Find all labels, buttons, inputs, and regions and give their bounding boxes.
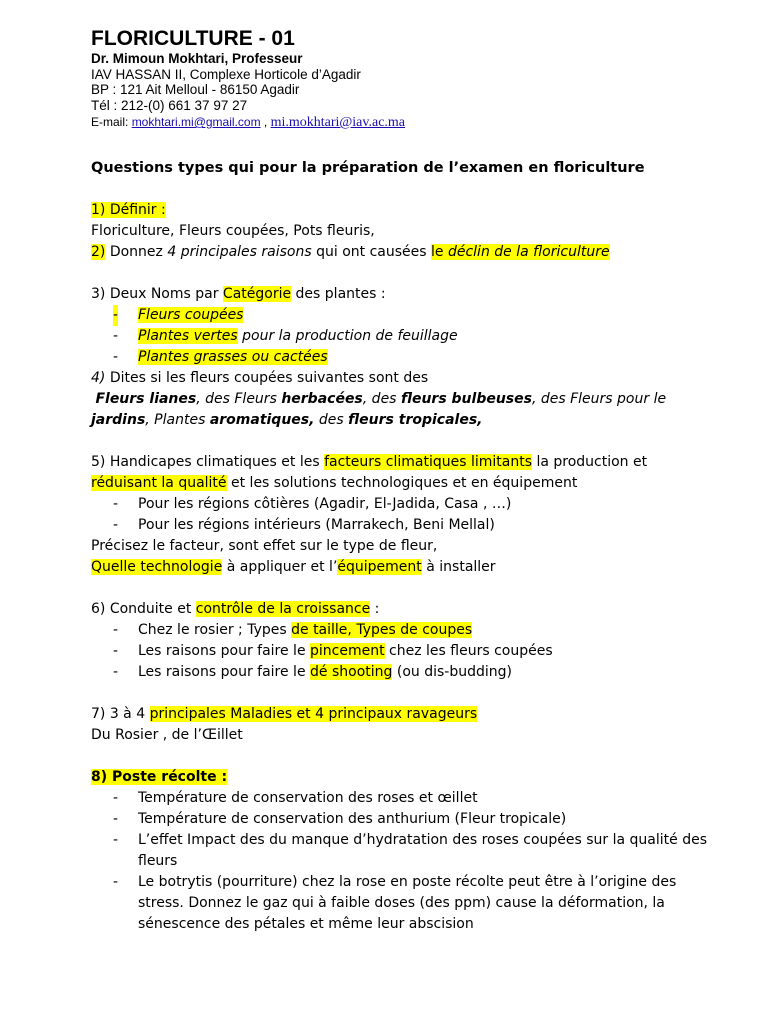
q4-l3d: des	[314, 412, 349, 428]
q6-i2b: pincement	[310, 643, 385, 659]
q6-i3b: dé shooting	[310, 664, 393, 680]
q4-l2f: , des Fleurs pour le	[531, 391, 667, 407]
q2-text-a: Donnez	[105, 244, 168, 260]
list-item: - Plantes vertes pour la production de feuillage	[113, 328, 458, 344]
q6-i1d: Types de	[351, 622, 423, 638]
email-label: E-mail:	[91, 115, 129, 129]
address-line: BP : 121 Ait Melloul - 86150 Agadir	[91, 82, 300, 97]
q7-text-b: principales	[149, 706, 231, 722]
question-2	[91, 242, 711, 263]
q4-l2b: , des Fleurs	[196, 391, 282, 407]
q3-item-2-rest: pour la production de feuillage	[237, 328, 458, 344]
email-line	[91, 113, 731, 132]
question-5-precision: Précisez le facteur, sont effet sur le type de fleur,	[91, 538, 438, 554]
q6-i2c: chez les fleurs coupées	[384, 643, 553, 659]
q5-item-2: Pour les régions intérieurs (Marrakech, Beni Mellal)	[138, 517, 495, 533]
q5-text-j: à installer	[421, 559, 496, 575]
q8-highlight: 8) Poste récolte :	[91, 769, 228, 785]
q6-i3a: Les raisons pour faire le	[138, 664, 311, 680]
question-3	[91, 284, 711, 305]
list-item: - Les raisons pour faire le dé shooting (ou dis-budding)	[113, 664, 512, 680]
question-1-text: Floriculture, Fleurs coupées, Pots fleuris,	[91, 223, 375, 239]
q4-l2d: , des	[362, 391, 401, 407]
question-5-technology	[91, 557, 711, 578]
q7-text-a: 7) 3 à 4	[91, 706, 150, 722]
document-body	[91, 158, 711, 935]
list-item: - Le botrytis (pourriture) chez la rose en poste récolte peut être à l’origine des stress. Donnez le gaz qui à faible doses (des ppm) cause la déformation, la sénescence des pétales et même leur abscision	[113, 874, 677, 932]
q7-text-d: et 4 principaux r	[292, 706, 413, 722]
email-link-2[interactable]: mi.mokhtari@iav.ac.ma	[270, 115, 406, 130]
q5-text-i: équipement	[337, 559, 422, 575]
document-header	[91, 26, 731, 132]
q2-text-c: qui ont causées	[311, 244, 432, 260]
author-line: Dr. Mimoun Mokhtari, Professeur	[91, 51, 303, 66]
q5-text-b: facteurs climatiques limitants	[324, 454, 532, 470]
institution-line: IAV HASSAN II, Complexe Horticole d’Agadir	[91, 66, 361, 82]
q8-item-1: Température de conservation des roses et œillet	[138, 790, 478, 806]
q4-l3c: aromatiques,	[209, 412, 315, 428]
q8-item-2: Température de conservation des anthurium (Fleur tropicale)	[138, 811, 567, 827]
q4-l2a: Fleurs lianes	[95, 391, 197, 407]
q4-number: 4)	[91, 370, 106, 386]
q7-text-c: Maladies	[230, 706, 293, 722]
list-item: - Température de conservation des roses et œillet	[113, 790, 478, 806]
question-4-line-2	[91, 389, 711, 410]
q8-item-4: Le botrytis (pourriture) chez la rose en poste récolte peut être à l’origine des stress. Donnez le gaz qui à faible doses (des ppm) cause la déformation, la sénescence des pétales et même leur abscision	[138, 874, 677, 932]
q6-i1e: coupes	[422, 622, 473, 638]
list-item: - Chez le rosier ; Types de taille, Types de coupes	[113, 622, 473, 638]
email-separator: ,	[260, 115, 271, 129]
q8-item-3: L’effet Impact des du manque d’hydratation des roses coupées sur la qualité des fleurs	[138, 832, 708, 869]
q5-text-a: 5) Handicapes climatiques et les	[91, 454, 325, 470]
q2-text-e: déclin de la floriculture	[447, 244, 610, 260]
question-1-label	[91, 200, 711, 221]
q6-i3c: (ou dis-budding)	[392, 664, 512, 680]
q4-l3b: , Plantes	[145, 412, 210, 428]
q6-i1c: taille,	[313, 622, 352, 638]
question-7	[91, 704, 711, 725]
q5-text-h: à appliquer et l’	[222, 559, 338, 575]
q7-text-e: avageurs	[412, 706, 478, 722]
document-title: FLORICULTURE - 01	[91, 27, 295, 50]
q5-text-e: et les solutions technologiques et en équipement	[226, 475, 578, 491]
list-item: - Fleurs coupées	[91, 305, 711, 326]
q6-text-a: 6) Conduite et	[91, 601, 196, 617]
q3-text-a: 3) Deux Noms par	[91, 286, 223, 302]
q6-text-c: :	[370, 601, 380, 617]
q5-text-c: la production et	[532, 454, 648, 470]
question-7-line-2: Du Rosier , de l’Œillet	[91, 727, 243, 743]
subtitle: Questions types qui pour la préparation de l’examen en floriculture	[91, 160, 645, 176]
q6-i1b: de	[291, 622, 314, 638]
q4-text-a: Dites si les fleurs coupées suivantes sont des	[105, 370, 429, 386]
question-8-label	[91, 767, 711, 788]
q4-l2e: fleurs bulbeuses	[400, 391, 532, 407]
q1-highlight: 1) Définir :	[91, 202, 166, 218]
list-item: - Température de conservation des anthurium (Fleur tropicale)	[113, 811, 567, 827]
list-item: - Pour les régions côtières (Agadir, El-Jadida, Casa , …)	[113, 496, 512, 512]
list-item: - Plantes grasses ou cactées	[113, 349, 328, 365]
question-6	[91, 599, 711, 620]
q3-item-1: Fleurs coupées	[138, 307, 244, 323]
list-item: - Les raisons pour faire le pincement chez les fleurs coupées	[113, 643, 553, 659]
question-4-line-3	[91, 410, 711, 431]
question-5	[91, 452, 711, 473]
q2-text-d: le	[431, 244, 448, 260]
q5-text-d: réduisant la qualité	[91, 475, 227, 491]
q2-number: 2)	[91, 244, 106, 260]
q5-text-g: Quelle technologie	[91, 559, 223, 575]
q3-text-c: des plantes :	[291, 286, 386, 302]
list-item: - L’effet Impact des du manque d’hydratation des roses coupées sur la qualité des fleurs	[113, 832, 708, 869]
email-link-1[interactable]: mokhtari.mi@gmail.com	[131, 115, 261, 129]
phone-line: Tél : 212-(0) 661 37 97 27	[91, 97, 248, 113]
question-5-line-2	[91, 473, 711, 494]
list-item: - Pour les régions intérieurs (Marrakech, Beni Mellal)	[113, 517, 495, 533]
q5-item-1: Pour les régions côtières (Agadir, El-Jadida, Casa , …)	[138, 496, 512, 512]
q2-text-b: 4 principales raisons	[167, 244, 312, 260]
q3-text-b: Catégorie	[222, 286, 292, 302]
q4-l2c: herbacées	[281, 391, 363, 407]
q6-i1a: Chez le rosier ; Types	[138, 622, 292, 638]
q6-text-b: contrôle de la croissance	[195, 601, 371, 617]
q4-l3a: jardins	[91, 412, 146, 428]
q3-item-2-hl: Plantes vertes	[138, 328, 238, 344]
question-4	[91, 368, 711, 389]
q3-item-3: Plantes grasses ou cactées	[138, 349, 328, 365]
q4-l3e: fleurs tropicales,	[348, 412, 483, 428]
q6-i2a: Les raisons pour faire le	[138, 643, 311, 659]
